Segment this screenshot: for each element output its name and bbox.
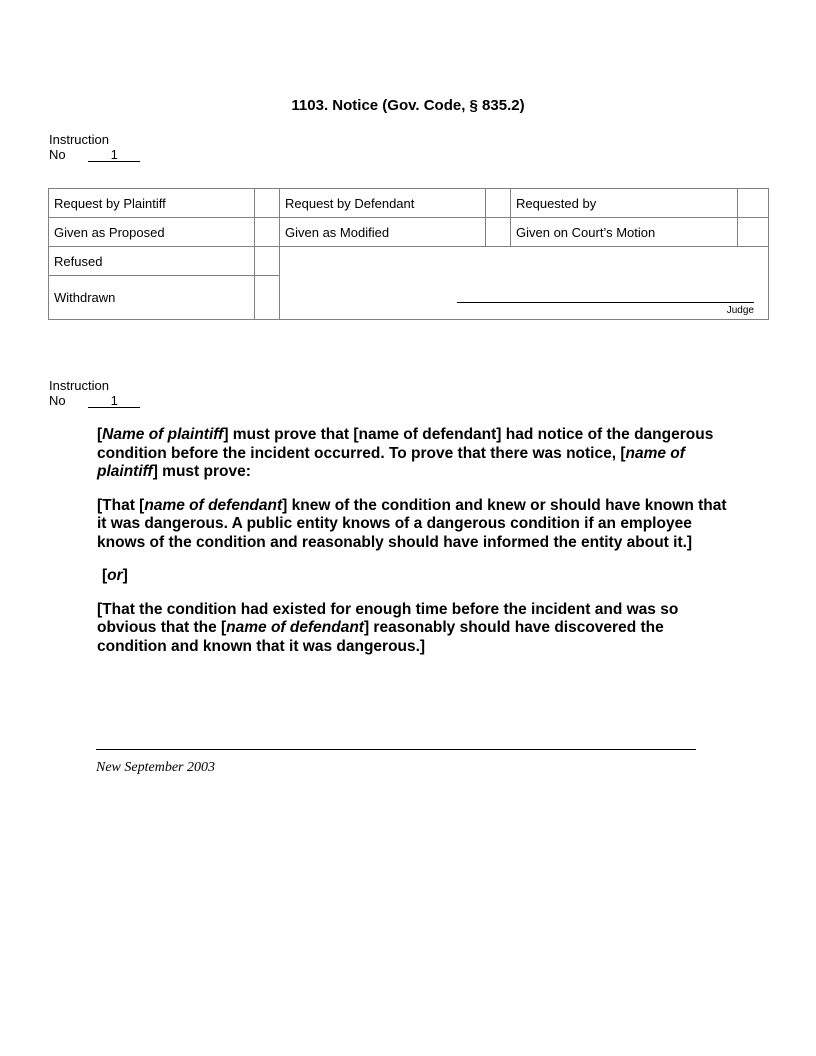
request-by-defendant-checkbox[interactable] bbox=[486, 189, 511, 218]
given-on-courts-motion-label: Given on Court’s Motion bbox=[511, 218, 738, 247]
paragraph-notice-requirement: [Name of plaintiff] must prove that [name of defendant] had notice of the dangerous condition before the incident occurred. To prove that there was notice, [name of plaintiff] must prove: bbox=[97, 426, 714, 480]
instruction-label: Instruction bbox=[49, 378, 109, 393]
judge-signature-area bbox=[280, 247, 769, 320]
given-as-modified-label: Given as Modified bbox=[280, 218, 486, 247]
withdrawn-label: Withdrawn bbox=[49, 276, 255, 320]
instruction-number-value: 1 bbox=[88, 394, 140, 408]
instruction-number-value: 1 bbox=[88, 148, 140, 162]
or-separator: [or] bbox=[102, 567, 128, 584]
refused-label: Refused bbox=[49, 247, 255, 276]
paragraph-constructive-notice: [That the condition had existed for enough time before the incident and was so obvious that the [name of defendant] reasonably should have discovered the condition and known that it was dangerous.] bbox=[97, 600, 679, 655]
paragraph-actual-notice: [That [name of defendant] knew of the condition and knew or should have known that it was dangerous. A public entity knows of a dangerous condition if an employee knows of the condition and reasonably should have informed the entity about it.] bbox=[97, 496, 727, 551]
judge-signature-line[interactable] bbox=[457, 302, 754, 303]
placeholder-defendant: name of defendant bbox=[144, 496, 283, 514]
given-as-modified-checkbox[interactable] bbox=[486, 218, 511, 247]
no-label: No bbox=[49, 393, 66, 408]
revision-note: New September 2003 bbox=[96, 760, 215, 775]
footer-divider bbox=[96, 749, 696, 750]
given-as-proposed-label: Given as Proposed bbox=[49, 218, 255, 247]
instruction-label: Instruction bbox=[49, 132, 109, 147]
given-on-courts-motion-checkbox[interactable] bbox=[738, 218, 769, 247]
no-label: No bbox=[49, 147, 66, 162]
instruction-number-block bbox=[49, 132, 140, 162]
request-by-plaintiff-label: Request by Plaintiff bbox=[49, 189, 255, 218]
given-as-proposed-checkbox[interactable] bbox=[255, 218, 280, 247]
requested-by-checkbox[interactable] bbox=[738, 189, 769, 218]
judge-label: Judge bbox=[726, 305, 754, 316]
request-by-defendant-label: Request by Defendant bbox=[280, 189, 486, 218]
withdrawn-checkbox[interactable] bbox=[255, 276, 280, 320]
placeholder-defendant: name of defendant bbox=[226, 619, 364, 636]
request-by-plaintiff-checkbox[interactable] bbox=[255, 189, 280, 218]
placeholder-plaintiff: name of plaintiff bbox=[97, 444, 685, 480]
page-title: 1103. Notice (Gov. Code, § 835.2) bbox=[291, 97, 525, 114]
placeholder-plaintiff: Name of plaintiff bbox=[102, 426, 224, 443]
instruction-body bbox=[97, 426, 737, 671]
refused-checkbox[interactable] bbox=[255, 247, 280, 276]
request-status-table bbox=[48, 188, 769, 320]
requested-by-label: Requested by bbox=[511, 189, 738, 218]
instruction-number-block-2 bbox=[49, 378, 140, 408]
